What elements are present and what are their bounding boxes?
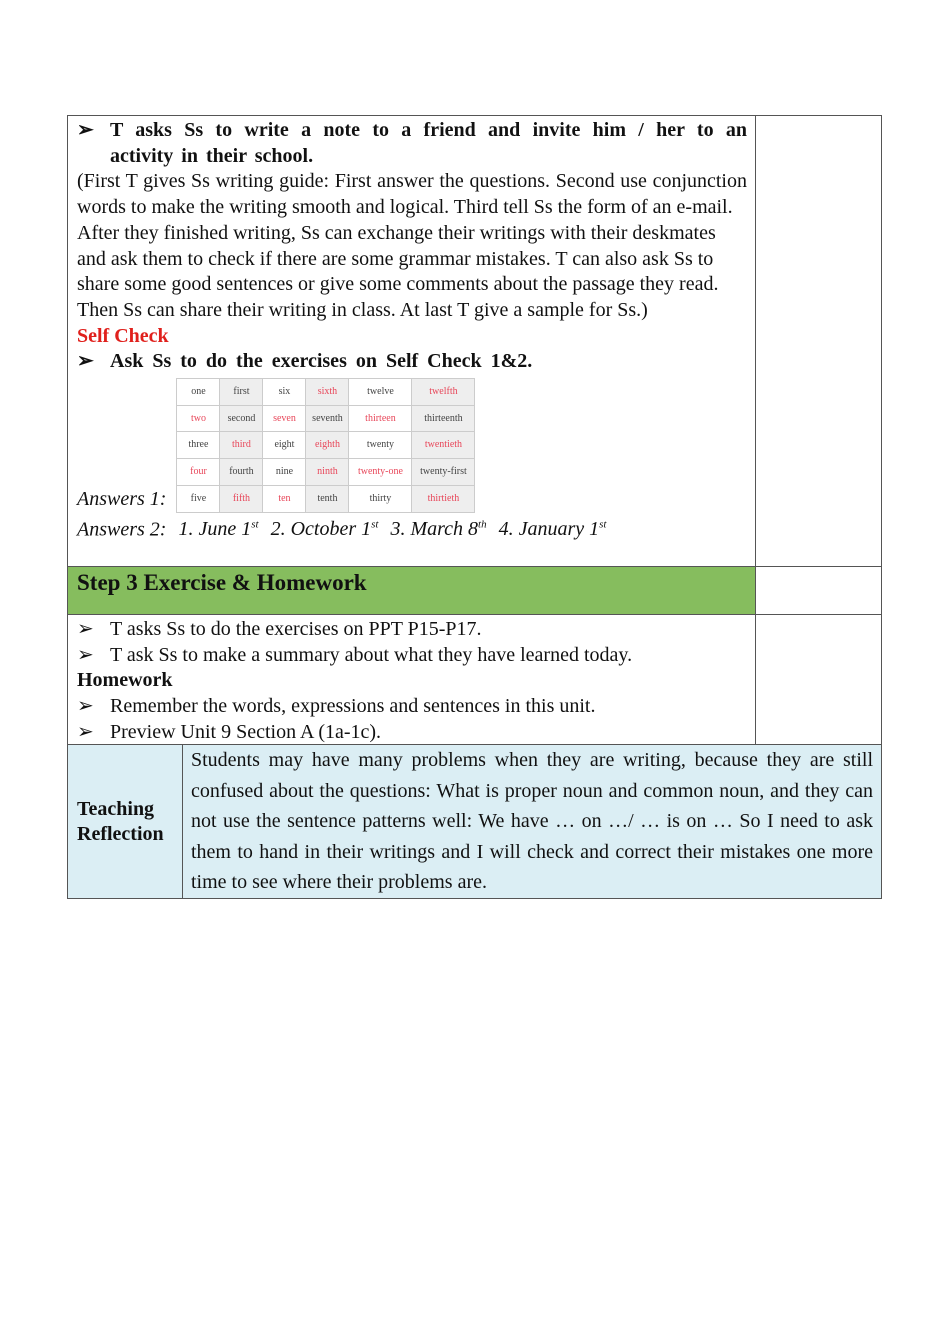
answer-item: 4. January 1st (498, 518, 607, 541)
word-cell: tenth (306, 485, 349, 512)
reflection-row (68, 745, 881, 898)
arrow-bullet-icon: ➢ (77, 618, 94, 640)
word-cell: thirteen (349, 405, 412, 432)
word-cell: five (177, 485, 220, 512)
table-row (177, 432, 475, 459)
step3-header-row (68, 567, 881, 615)
word-cell: ninth (306, 459, 349, 486)
word-cell: thirtieth (412, 485, 475, 512)
answer-item: 1. June 1st (178, 518, 259, 541)
word-cell: seven (263, 405, 306, 432)
word-cell: six (263, 379, 306, 406)
table-row (177, 379, 475, 406)
table-row (177, 405, 475, 432)
bullet-item: ➢ Remember the words, expressions and sentences in this unit. (77, 694, 747, 720)
bullet-item: ➢ Ask Ss to do the exercises on Self Check 1&2. (77, 349, 747, 375)
word-cell: one (177, 379, 220, 406)
word-cell: fifth (220, 485, 263, 512)
homework-heading: Homework (77, 669, 173, 692)
word-cell: sixth (306, 379, 349, 406)
arrow-bullet-icon: ➢ (77, 720, 94, 743)
answers-2-label: Answers 2: (77, 518, 167, 541)
word-cell: three (177, 432, 220, 459)
notes-cell (756, 567, 881, 614)
step3-heading-cell (68, 567, 756, 614)
word-cell: two (177, 405, 220, 432)
word-cell: twenty (349, 432, 412, 459)
step3-row (68, 615, 881, 745)
arrow-bullet-icon: ➢ (77, 643, 94, 666)
table-row (177, 485, 475, 512)
word-cell: thirteenth (412, 405, 475, 432)
word-cell: fourth (220, 459, 263, 486)
arrow-bullet-icon: ➢ (77, 350, 94, 373)
answers-2 (77, 513, 747, 543)
word-cell: seventh (306, 405, 349, 432)
word-cell: nine (263, 459, 306, 486)
word-cell: twenty-one (349, 459, 412, 486)
answers-1 (77, 375, 747, 513)
notes-cell (756, 116, 881, 566)
word-cell: thirty (349, 485, 412, 512)
lesson-plan-table (67, 115, 882, 899)
writing-guide: (First T gives Ss writing guide: First answer the questions. Second use conjunction words to make the writing smooth and logical. Third tell Ss the form of an e-mail. (77, 170, 747, 219)
table-row (177, 459, 475, 486)
arrow-bullet-icon: ➢ (77, 119, 94, 141)
word-cell: twelve (349, 379, 412, 406)
step2-cell (68, 116, 756, 566)
bullet-item: ➢ Preview Unit 9 Section A (1a-1c). (77, 720, 747, 746)
word-cell: twentieth (412, 432, 475, 459)
answers-1-label: Answers 1: (77, 487, 167, 510)
word-cell: third (220, 432, 263, 459)
ordinal-numbers-table (176, 378, 475, 513)
self-check-heading: Self Check (77, 324, 169, 347)
reflection-text: Students may have many problems when they are writing, because they are still confused about the questions: What is proper noun and common noun, and they can not use the sentence patterns well: We have … on …/ … is on … So I need to ask them to hand in their writings and I will check and correct their mistakes one more time to see where their problems are. (191, 749, 873, 893)
word-cell: twenty-first (412, 459, 475, 486)
step3-cell (68, 615, 756, 744)
reflection-label (68, 745, 183, 898)
answer-item: 2. October 1st (270, 518, 379, 541)
bullet-item: ➢ T asks Ss to do the exercises on PPT P15-P17. (77, 617, 747, 643)
word-cell: ten (263, 485, 306, 512)
word-cell: twelfth (412, 379, 475, 406)
word-cell: first (220, 379, 263, 406)
step2-row (68, 116, 881, 567)
bullet-item: ➢ T asks Ss to write a note to a friend and invite him / her to an activity in their school. (77, 118, 747, 169)
word-cell: four (177, 459, 220, 486)
arrow-bullet-icon: ➢ (77, 695, 94, 718)
step3-title: Step 3 Exercise & Homework (77, 570, 367, 595)
bullet-item: ➢ T ask Ss to make a summary about what they have learned today. (77, 643, 747, 669)
label-line: Reflection (77, 822, 164, 845)
word-cell: eight (263, 432, 306, 459)
after-writing-text: After they finished writing, Ss can exchange their writings with their deskmates and ask them to check if there are some grammar mistakes. T can also ask Ss to share some good sentences or give some comments about the passage they read. Then Ss can share their writing in class. At last T give a sample for Ss.) (77, 221, 719, 321)
notes-cell (756, 615, 881, 744)
answer-item: 3. March 8th (390, 518, 487, 541)
word-cell: second (220, 405, 263, 432)
label-line: Teaching (77, 797, 155, 820)
word-cell: eighth (306, 432, 349, 459)
